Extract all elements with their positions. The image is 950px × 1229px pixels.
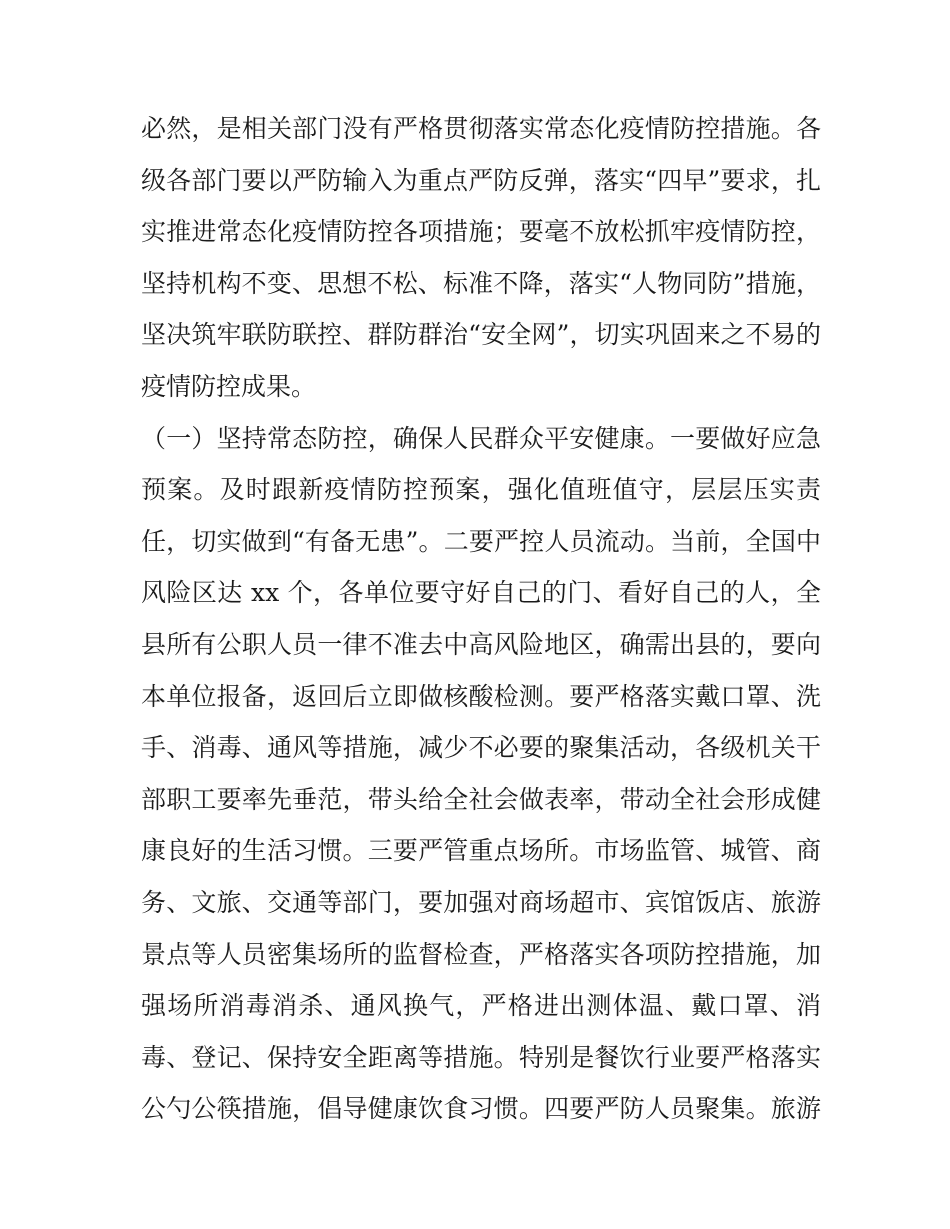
text-line: 任，切实做到“有备无患”。二要严控人员流动。当前，全国中 [141, 526, 821, 556]
text-line: 县所有公职人员一律不准去中高风险地区，确需出县的，要向 [141, 629, 821, 659]
text-line: 景点等人员密集场所的监督检查，严格落实各项防控措施，加 [141, 939, 821, 969]
text-line: 手、消毒、通风等措施，减少不必要的聚集活动，各级机关干 [141, 733, 821, 763]
text-line: 级各部门要以严防输入为重点严防反弹，落实“四早”要求，扎 [141, 165, 821, 195]
text-line: 坚持机构不变、思想不松、标准不降，落实“人物同防”措施， [141, 268, 821, 298]
text-line: 坚决筑牢联防联控、群防群治“安全网”，切实巩固来之不易的 [141, 320, 821, 350]
text-line: 强场所消毒消杀、通风换气，严格进出测体温、戴口罩、消 [141, 991, 821, 1021]
text-line: 康良好的生活习惯。三要严管重点场所。市场监管、城管、商 [141, 836, 821, 866]
text-line: 预案。及时跟新疫情防控预案，强化值班值守，层层压实责 [141, 475, 821, 505]
text-line: 务、文旅、交通等部门，要加强对商场超市、宾馆饭店、旅游 [141, 887, 821, 917]
text-line: 公勺公筷措施，倡导健康饮食习惯。四要严防人员聚集。旅游 [141, 1094, 821, 1124]
body-text [141, 103, 821, 1135]
text-line: 实推进常态化疫情防控各项措施；要毫不放松抓牢疫情防控， [141, 217, 821, 247]
text-line: 必然，是相关部门没有严格贯彻落实常态化疫情防控措施。各 [141, 114, 821, 143]
text-line: 疫情防控成果。 [141, 371, 317, 401]
text-line: 风险区达 xx 个，各单位要守好自己的门、看好自己的人，全 [141, 578, 821, 608]
text-line: 部职工要率先垂范，带头给全社会做表率，带动全社会形成健 [141, 784, 821, 814]
text-line: 本单位报备，返回后立即做核酸检测。要严格落实戴口罩、洗 [141, 681, 821, 711]
text-line: 毒、登记、保持安全距离等措施。特别是餐饮行业要严格落实 [141, 1042, 821, 1072]
section-heading-line: （一）坚持常态防控，确保人民群众平安健康。一要做好应急 [141, 423, 821, 453]
